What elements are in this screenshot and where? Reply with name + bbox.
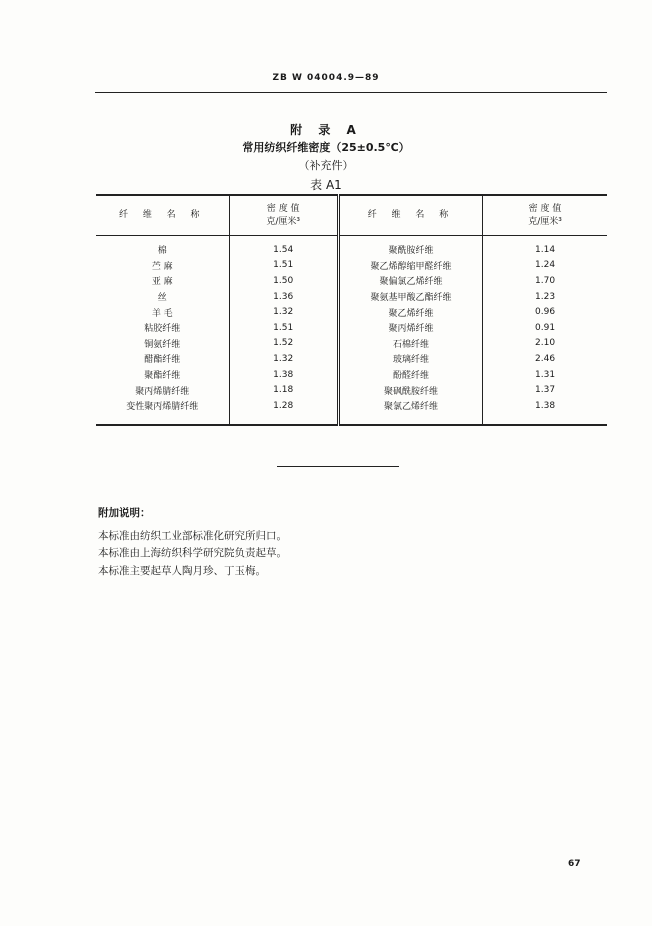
density-value: 1.18 — [229, 382, 338, 398]
additional-note-line: 本标准由上海纺织科学研究院负责起草。 — [98, 547, 287, 559]
fiber-name: 玻璃纤维 — [338, 351, 482, 367]
section-divider — [277, 466, 399, 467]
fiber-name: 铜氨纤维 — [144, 339, 181, 350]
fiber-name: 聚偏氯乙烯纤维 — [338, 273, 482, 289]
density-value: 1.51 — [229, 258, 338, 274]
page-number: 67 — [568, 859, 581, 869]
density-value: 1.32 — [229, 351, 338, 367]
density-value: 1.23 — [483, 289, 607, 305]
appendix-title: 常用纺织纤维密度（25±0.5℃） — [242, 141, 410, 154]
table-header-row — [96, 195, 607, 236]
fiber-name: 丝 — [157, 293, 167, 304]
header-density-left — [229, 195, 338, 236]
density-value: 1.28 — [229, 398, 338, 425]
fiber-name: 变性聚丙烯腈纤维 — [126, 402, 199, 413]
fiber-name: 聚丙烯纤维 — [338, 320, 482, 336]
fiber-name: 聚乙烯醇缩甲醛纤维 — [338, 258, 482, 274]
header-density-unit: 克/厘米³ — [266, 216, 301, 227]
header-density-label: 密 度 值 — [528, 203, 562, 214]
fiber-name: 亚 麻 — [151, 277, 173, 288]
fiber-name: 苎 麻 — [151, 261, 173, 272]
density-value: 1.38 — [229, 367, 338, 383]
density-value: 1.32 — [229, 304, 338, 320]
fiber-name: 聚酰胺纤维 — [338, 236, 482, 258]
table-row — [96, 351, 607, 367]
fiber-name: 醋酯纤维 — [144, 355, 181, 366]
fiber-name: 聚氯乙烯纤维 — [338, 398, 482, 425]
density-value: 1.24 — [483, 258, 607, 274]
table-row — [96, 320, 607, 336]
fiber-name: 酚醛纤维 — [338, 367, 482, 383]
fiber-name: 羊 毛 — [151, 308, 173, 319]
density-value: 1.52 — [229, 336, 338, 352]
appendix-note: （补充件） — [298, 159, 354, 172]
appendix-label: 附 录 A — [290, 123, 362, 137]
density-value: 2.46 — [483, 351, 607, 367]
table-row — [96, 367, 607, 383]
fiber-name: 聚氨基甲酸乙酯纤维 — [338, 289, 482, 305]
header-fiber-name-left: 纤 维 名 称 — [96, 195, 229, 236]
density-value: 1.54 — [229, 236, 338, 258]
fiber-name: 聚丙烯腈纤维 — [135, 386, 190, 397]
density-value: 1.14 — [483, 236, 607, 258]
header-density-label: 密 度 值 — [266, 203, 300, 214]
density-value: 1.38 — [483, 398, 607, 425]
table-caption: 表 A1 — [310, 178, 342, 192]
standard-code: ZB W 04004.9—89 — [272, 73, 380, 83]
table-row — [96, 289, 607, 305]
additional-notes-title: 附加说明： — [98, 507, 151, 519]
density-value: 1.70 — [483, 273, 607, 289]
table-row — [96, 398, 607, 425]
table-row — [96, 258, 607, 274]
density-value: 1.36 — [229, 289, 338, 305]
table-row — [96, 382, 607, 398]
density-value: 1.37 — [483, 382, 607, 398]
density-value: 0.91 — [483, 320, 607, 336]
fiber-name: 石棉纤维 — [338, 336, 482, 352]
density-value: 2.10 — [483, 336, 607, 352]
fiber-name: 聚乙烯纤维 — [338, 304, 482, 320]
header-density-unit: 克/厘米³ — [528, 216, 562, 227]
table-row — [96, 304, 607, 320]
table-row — [96, 336, 607, 352]
fiber-density-table — [96, 194, 607, 426]
fiber-name: 棉 — [157, 246, 167, 257]
table-row — [96, 236, 607, 258]
density-value: 0.96 — [483, 304, 607, 320]
table-row — [96, 273, 607, 289]
fiber-name: 粘胶纤维 — [144, 324, 181, 335]
header-rule — [95, 92, 607, 93]
density-value: 1.50 — [229, 273, 338, 289]
header-fiber-name-right: 纤 维 名 称 — [338, 195, 482, 236]
fiber-name: 聚酯纤维 — [144, 371, 181, 382]
density-value: 1.51 — [229, 320, 338, 336]
additional-note-line: 本标准主要起草人陶月珍、丁玉梅。 — [98, 565, 266, 577]
header-density-right — [483, 195, 607, 236]
fiber-name: 聚砜酰胺纤维 — [338, 382, 482, 398]
additional-note-line: 本标准由纺织工业部标准化研究所归口。 — [98, 530, 287, 542]
density-value: 1.31 — [483, 367, 607, 383]
